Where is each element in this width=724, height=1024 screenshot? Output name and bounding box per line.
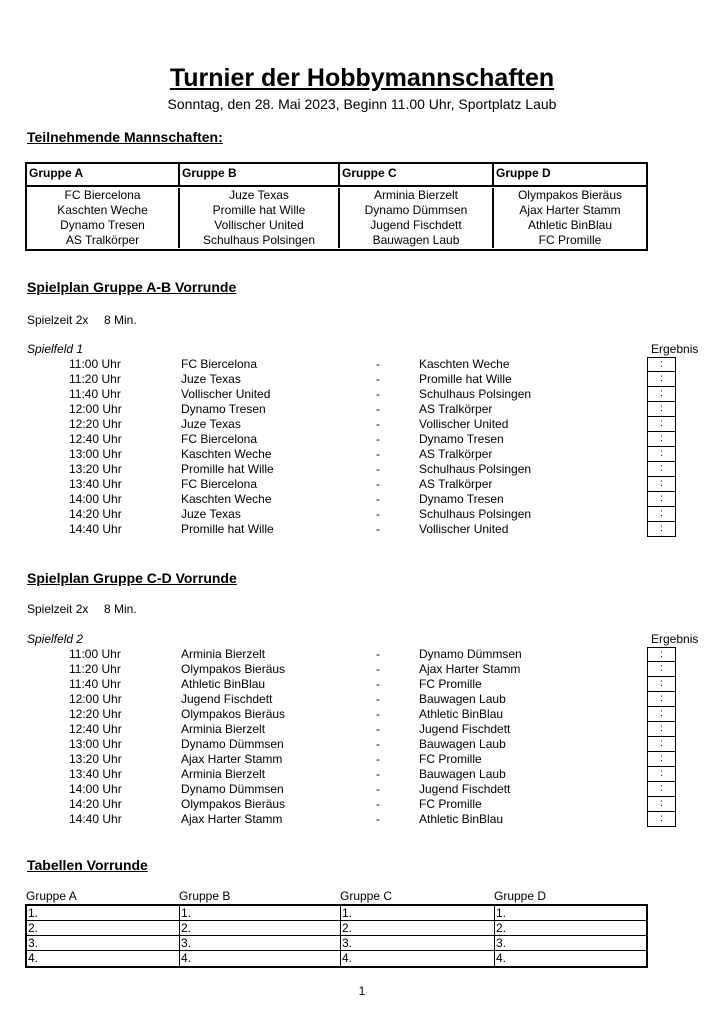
result-ab-label: Ergebnis [651,342,699,356]
team-name: Olympakos Bieräus [517,188,623,202]
teams-table-header [27,164,646,187]
match-time: 13:20 Uhr [69,462,122,476]
standings-table [25,889,648,968]
match-home-team: Ajax Harter Stamm [181,812,283,826]
match-time: 11:20 Uhr [69,662,121,676]
match-result-box[interactable]: : [647,387,676,402]
match-row [0,782,724,797]
match-separator: - [376,357,380,371]
match-away-team: Bauwagen Laub [419,737,506,751]
standings-cell[interactable]: 3. [180,936,341,950]
match-row [0,767,724,782]
schedule-cd-heading: Spielplan Gruppe C-D Vorrunde [27,570,237,586]
match-row [0,662,724,677]
match-time: 13:40 Uhr [69,477,122,491]
match-row [0,417,724,432]
standings-row [27,906,646,921]
match-away-team: Schulhaus Polsingen [419,462,532,476]
match-row [0,647,724,662]
match-time: 12:00 Uhr [69,692,122,706]
match-away-team: Ajax Harter Stamm [419,662,521,676]
match-time: 13:00 Uhr [69,737,122,751]
match-home-team: Juze Texas [181,417,241,431]
standings-cell[interactable]: 2. [180,921,341,935]
teams-header-b: Gruppe B [180,164,340,185]
standings-group-d: Gruppe D [494,889,547,903]
match-result-box[interactable]: : [647,357,676,372]
match-result-box[interactable]: : [647,767,676,782]
match-away-team: FC Promille [419,677,482,691]
teams-table [25,162,648,251]
match-separator: - [376,677,380,691]
standings-row [27,921,646,936]
standings-cell[interactable]: 4. [27,951,180,966]
match-away-team: FC Promille [419,752,482,766]
match-row [0,432,724,447]
match-separator: - [376,782,380,796]
match-separator: - [376,797,380,811]
standings-cell[interactable]: 1. [496,906,507,920]
match-away-team: FC Promille [419,797,482,811]
match-separator: - [376,447,380,461]
match-row [0,737,724,752]
match-row [0,402,724,417]
teams-header-d: Gruppe D [496,166,551,180]
match-result-box[interactable]: : [647,462,676,477]
page-title: Turnier der Hobbymannschaften [169,64,555,92]
match-home-team: Dynamo Dümmsen [181,737,284,751]
match-time: 11:00 Uhr [69,357,121,371]
standings-cell[interactable]: 2. [27,921,180,935]
match-row [0,692,724,707]
teams-heading: Teilnehmende Mannschaften: [27,129,223,145]
match-time: 14:20 Uhr [69,797,122,811]
match-result-box[interactable]: : [647,507,676,522]
team-name: Schulhaus Polsingen [180,233,340,248]
match-separator: - [376,692,380,706]
match-row [0,507,724,522]
team-name: Kaschten Weche [27,203,180,218]
field-cd-label: Spielfeld 2 [27,632,84,646]
match-time: 11:40 Uhr [69,387,121,401]
teams-table-body [27,187,646,249]
match-time: 12:40 Uhr [69,722,122,736]
match-home-team: FC Biercelona [181,357,258,371]
match-separator: - [376,417,380,431]
match-home-team: Ajax Harter Stamm [181,752,283,766]
standings-row [27,951,646,966]
match-home-team: Kaschten Weche [181,447,272,461]
match-result-box[interactable]: : [647,707,676,722]
match-away-team: Bauwagen Laub [419,692,506,706]
spielzeit-cd-label: Spielzeit 2x [27,602,89,616]
match-home-team: Juze Texas [181,507,241,521]
schedule-ab-heading: Spielplan Gruppe A-B Vorrunde [27,279,237,295]
match-away-team: Kaschten Weche [419,357,510,371]
match-home-team: Jugend Fischdett [181,692,273,706]
match-row [0,492,724,507]
match-row [0,387,724,402]
match-separator: - [376,492,380,506]
match-separator: - [376,722,380,736]
match-home-team: Kaschten Weche [181,492,272,506]
schedule-cd-list [0,647,724,827]
match-away-team: Vollischer United [419,522,509,536]
standings-grid [25,904,648,968]
match-away-team: Athletic BinBlau [419,812,504,826]
match-away-team: Schulhaus Polsingen [419,387,532,401]
match-result-box[interactable]: : [647,692,676,707]
match-result-box[interactable]: : [647,722,676,737]
standings-cell[interactable]: 1. [341,906,495,920]
teams-row [27,233,646,248]
team-name: AS Tralkörper [27,233,180,248]
match-result-box[interactable]: : [647,372,676,387]
match-home-team: Juze Texas [181,372,241,386]
teams-row [27,188,646,203]
standings-cell[interactable]: 1. [27,906,180,920]
teams-header-c: Gruppe C [340,164,494,185]
standings-row [27,936,646,951]
team-name: FC Promille [538,233,602,247]
match-result-box[interactable]: : [647,647,676,662]
standings-cell[interactable]: 2. [496,921,507,935]
match-row [0,722,724,737]
match-row [0,677,724,692]
match-separator: - [376,812,380,826]
match-separator: - [376,432,380,446]
team-name: Ajax Harter Stamm [519,203,621,217]
team-name: Promille hat Wille [180,203,340,218]
match-home-team: FC Biercelona [181,432,258,446]
match-away-team: Jugend Fischdett [419,782,511,796]
team-name: Arminia Bierzelt [340,188,494,203]
match-result-box[interactable]: : [647,752,676,767]
match-separator: - [376,477,380,491]
match-result-box[interactable]: : [647,477,676,492]
match-result-box[interactable]: : [647,402,676,417]
team-name: Juze Texas [180,188,340,203]
team-name: Athletic BinBlau [527,218,613,232]
match-away-team: AS Tralkörper [419,477,493,491]
match-away-team: Dynamo Tresen [419,492,504,506]
match-away-team: Jugend Fischdett [419,722,511,736]
match-time: 12:20 Uhr [69,417,122,431]
team-name: Dynamo Tresen [27,218,180,233]
match-result-box[interactable]: : [647,812,676,827]
match-home-team: FC Biercelona [181,477,258,491]
standings-cell[interactable]: 4. [180,951,341,966]
match-row [0,477,724,492]
result-cd-label: Ergebnis [651,632,699,646]
match-separator: - [376,372,380,386]
match-separator: - [376,402,380,416]
match-result-box[interactable]: : [647,797,676,812]
match-separator: - [376,507,380,521]
spielzeit-ab-label: Spielzeit 2x [27,313,89,327]
match-time: 11:00 Uhr [69,647,121,661]
standings-cell[interactable]: 3. [496,936,507,950]
standings-cell[interactable]: 3. [341,936,495,950]
match-home-team: Olympakos Bieräus [181,662,286,676]
standings-cell[interactable]: 1. [180,906,341,920]
match-home-team: Arminia Bierzelt [181,767,266,781]
match-separator: - [376,737,380,751]
spielzeit-ab-value: 8 Min. [104,313,137,327]
match-time: 13:40 Uhr [69,767,122,781]
match-time: 14:20 Uhr [69,507,122,521]
standings-cell[interactable]: 4. [496,951,507,965]
match-separator: - [376,767,380,781]
match-row [0,522,724,537]
match-time: 14:00 Uhr [69,782,122,796]
match-home-team: Athletic BinBlau [181,677,266,691]
standings-group-b: Gruppe B [179,889,231,903]
match-row [0,707,724,722]
match-time: 11:20 Uhr [69,372,121,386]
match-result-box[interactable]: : [647,522,676,537]
team-name: FC Biercelona [27,188,180,203]
match-away-team: Schulhaus Polsingen [419,507,532,521]
match-time: 14:40 Uhr [69,812,122,826]
match-away-team: Dynamo Dümmsen [419,647,522,661]
standings-group-a: Gruppe A [26,889,77,903]
match-away-team: AS Tralkörper [419,447,493,461]
match-result-box[interactable]: : [647,662,676,677]
match-result-box[interactable]: : [647,782,676,797]
match-separator: - [376,752,380,766]
match-time: 12:00 Uhr [69,402,122,416]
match-time: 14:40 Uhr [69,522,122,536]
spielzeit-cd-value: 8 Min. [104,602,137,616]
match-row [0,752,724,767]
standings-cell[interactable]: 3. [27,936,180,950]
match-home-team: Dynamo Tresen [181,402,266,416]
match-time: 14:00 Uhr [69,492,122,506]
standings-group-labels [25,889,648,904]
match-result-box[interactable]: : [647,492,676,507]
match-result-box[interactable]: : [647,417,676,432]
match-home-team: Promille hat Wille [181,462,274,476]
page-number: 1 [358,984,366,998]
match-time: 12:40 Uhr [69,432,122,446]
field-ab-label: Spielfeld 1 [27,342,84,356]
teams-row [27,218,646,233]
teams-row [27,203,646,218]
match-home-team: Olympakos Bieräus [181,797,286,811]
match-home-team: Dynamo Dümmsen [181,782,284,796]
match-separator: - [376,462,380,476]
team-name: Bauwagen Laub [340,233,494,248]
team-name: Jugend Fischdett [340,218,494,233]
match-time: 12:20 Uhr [69,707,122,721]
match-separator: - [376,647,380,661]
match-away-team: Promille hat Wille [419,372,512,386]
standings-cell[interactable]: 2. [341,921,495,935]
match-away-team: Dynamo Tresen [419,432,504,446]
match-home-team: Arminia Bierzelt [181,722,266,736]
match-row [0,447,724,462]
match-row [0,812,724,827]
standings-group-c: Gruppe C [340,889,393,903]
match-home-team: Vollischer United [181,387,271,401]
match-away-team: Athletic BinBlau [419,707,504,721]
match-separator: - [376,707,380,721]
match-time: 13:00 Uhr [69,447,122,461]
match-result-box[interactable]: : [647,737,676,752]
match-away-team: Vollischer United [419,417,509,431]
match-result-box[interactable]: : [647,432,676,447]
match-home-team: Olympakos Bieräus [181,707,286,721]
match-home-team: Promille hat Wille [181,522,274,536]
match-row [0,462,724,477]
match-time: 13:20 Uhr [69,752,122,766]
match-time: 11:40 Uhr [69,677,121,691]
match-result-box[interactable]: : [647,447,676,462]
team-name: Dynamo Dümmsen [340,203,494,218]
match-separator: - [376,522,380,536]
match-separator: - [376,387,380,401]
schedule-ab-list [0,357,724,537]
match-away-team: AS Tralkörper [419,402,493,416]
match-away-team: Bauwagen Laub [419,767,506,781]
page-subtitle: Sonntag, den 28. Mai 2023, Beginn 11.00 Uhr, Sportplatz Laub [167,96,557,112]
teams-header-a: Gruppe A [27,164,180,185]
match-separator: - [376,662,380,676]
standings-heading: Tabellen Vorrunde [27,857,148,873]
match-row [0,372,724,387]
match-row [0,797,724,812]
match-row [0,357,724,372]
match-home-team: Arminia Bierzelt [181,647,266,661]
team-name: Vollischer United [180,218,340,233]
standings-cell[interactable]: 4. [341,951,495,966]
match-result-box[interactable]: : [647,677,676,692]
